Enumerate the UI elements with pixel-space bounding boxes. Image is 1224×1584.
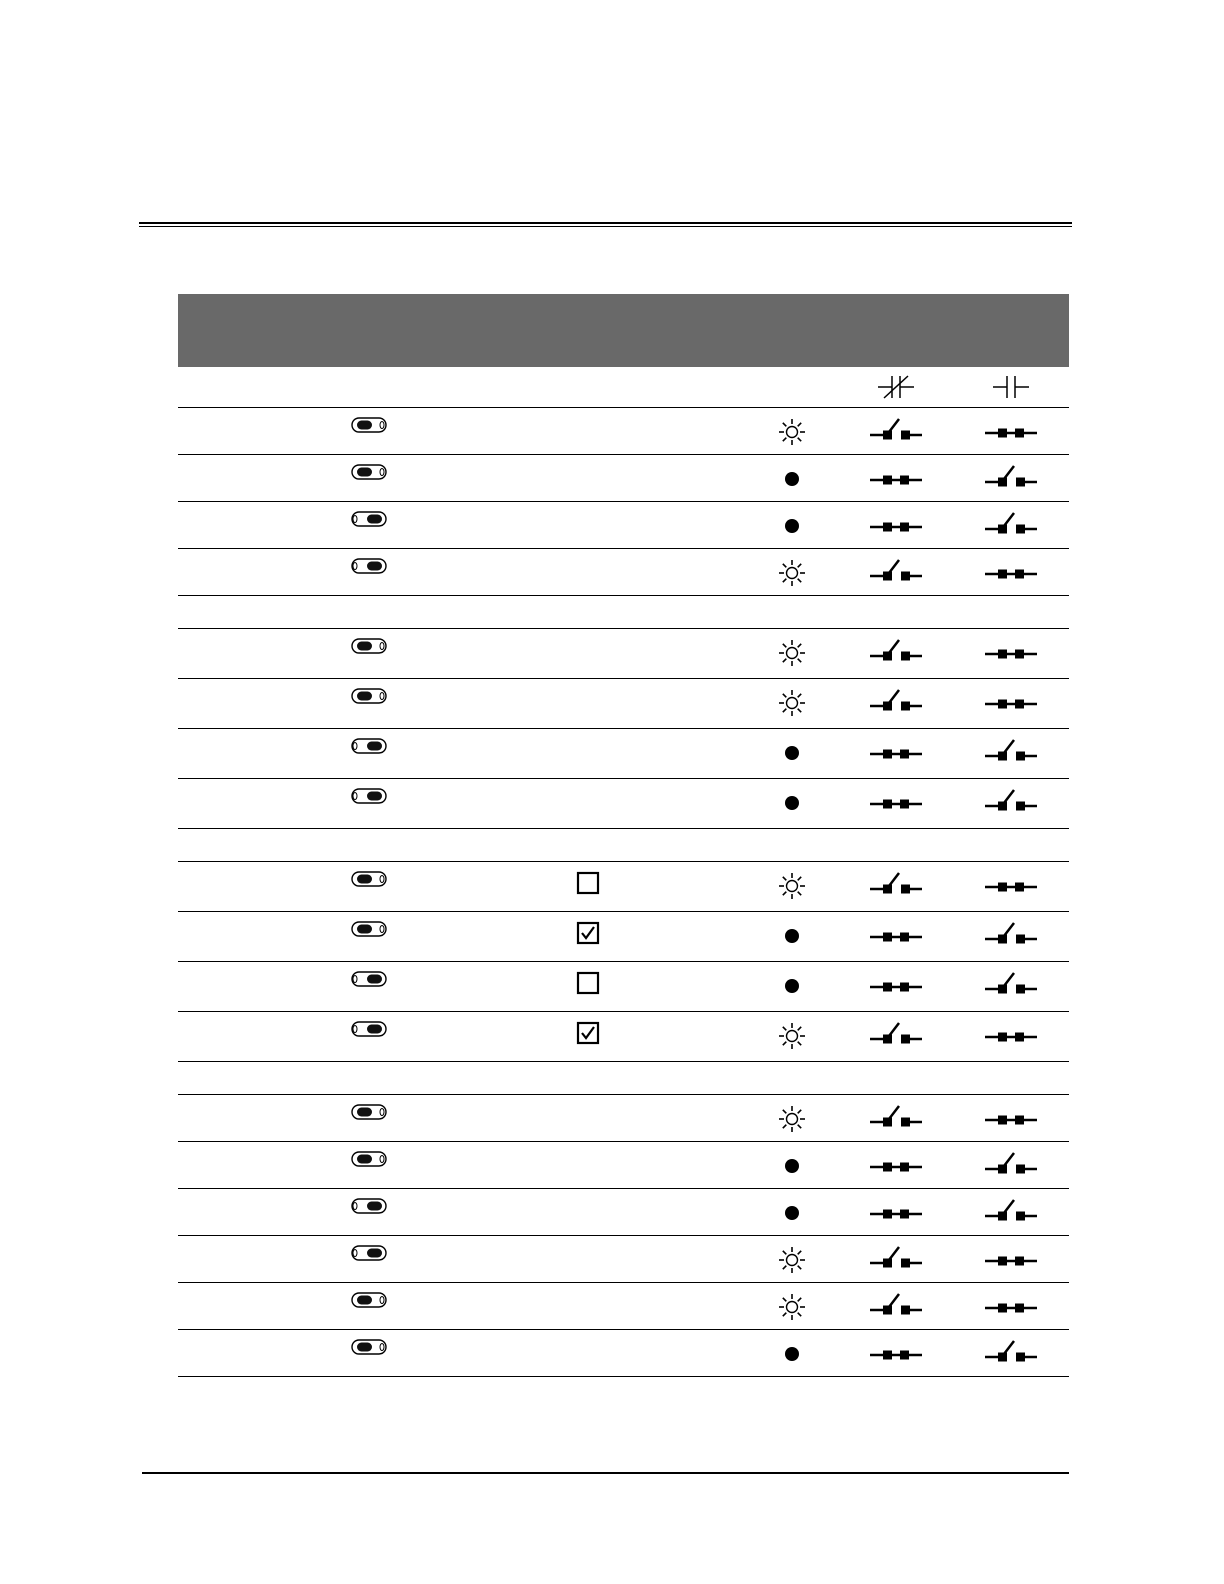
no-contact-closed-icon [981, 862, 1041, 911]
state-table [178, 367, 1069, 1377]
slide-switch-left-icon [338, 862, 400, 911]
no-contact-closed-icon [981, 408, 1041, 454]
no-contact-closed-icon [981, 629, 1041, 678]
nc-header-cell [866, 367, 926, 407]
table-row [178, 779, 1069, 829]
no-contact-open-icon [981, 779, 1041, 828]
nc-contact-open-icon [866, 1095, 926, 1141]
nc-contact-open-icon [866, 1236, 926, 1282]
slide-switch-right-icon [338, 1189, 400, 1235]
no-contact-open-icon [981, 455, 1041, 501]
nc-contact-closed-icon [866, 962, 926, 1011]
table-row [178, 729, 1069, 779]
led-off-icon [762, 502, 822, 548]
table-row [178, 1142, 1069, 1189]
no-contact-open-icon [981, 1142, 1041, 1188]
table-row [178, 912, 1069, 962]
no-contact-open-icon [981, 729, 1041, 778]
slide-switch-right-icon [338, 962, 400, 1011]
section-divider-row [178, 1062, 1069, 1095]
no-contact-closed-icon [981, 1236, 1041, 1282]
led-lit-icon [762, 862, 822, 911]
table-row [178, 408, 1069, 455]
section-divider-row [178, 596, 1069, 629]
nc-contact-closed-icon [866, 1142, 926, 1188]
table-row [178, 1236, 1069, 1283]
slide-switch-left-icon [338, 1095, 400, 1141]
slide-switch-left-icon [338, 629, 400, 678]
unchecked-box-icon [558, 962, 618, 1011]
led-lit-icon [762, 1283, 822, 1329]
table-row [178, 629, 1069, 679]
checked-box-icon [558, 912, 618, 961]
nc-contact-closed-icon [866, 729, 926, 778]
led-lit-icon [762, 549, 822, 595]
nc-contact-closed-icon [866, 1330, 926, 1376]
led-lit-icon [762, 1095, 822, 1141]
normally-open-contact-icon [991, 372, 1031, 402]
led-lit-icon [762, 629, 822, 678]
nc-contact-open-icon [866, 1283, 926, 1329]
slide-switch-left-icon [338, 1283, 400, 1329]
table-row [178, 1283, 1069, 1330]
nc-contact-closed-icon [866, 1189, 926, 1235]
slide-switch-left-icon [338, 912, 400, 961]
nc-contact-open-icon [866, 862, 926, 911]
nc-contact-open-icon [866, 629, 926, 678]
no-contact-open-icon [981, 962, 1041, 1011]
slide-switch-left-icon [338, 1142, 400, 1188]
no-contact-open-icon [981, 912, 1041, 961]
table-row [178, 1189, 1069, 1236]
nc-contact-open-icon [866, 679, 926, 728]
table-row [178, 1012, 1069, 1062]
checked-box-icon [558, 1012, 618, 1061]
led-off-icon [762, 455, 822, 501]
nc-contact-closed-icon [866, 502, 926, 548]
no-contact-closed-icon [981, 1012, 1041, 1061]
led-off-icon [762, 1142, 822, 1188]
nc-contact-open-icon [866, 408, 926, 454]
section-divider-row [178, 829, 1069, 862]
led-off-icon [762, 912, 822, 961]
no-contact-closed-icon [981, 679, 1041, 728]
top-rule-thin [139, 226, 1072, 227]
nc-contact-closed-icon [866, 455, 926, 501]
slide-switch-left-icon [338, 1330, 400, 1376]
slide-switch-left-icon [338, 455, 400, 501]
slide-switch-left-icon [338, 408, 400, 454]
table-row [178, 455, 1069, 502]
led-off-icon [762, 962, 822, 1011]
unchecked-box-icon [558, 862, 618, 911]
normally-closed-contact-icon [876, 372, 916, 402]
nc-contact-closed-icon [866, 912, 926, 961]
no-contact-open-icon [981, 502, 1041, 548]
table-row [178, 1330, 1069, 1377]
no-contact-closed-icon [981, 1095, 1041, 1141]
led-lit-icon [762, 1236, 822, 1282]
table-row [178, 679, 1069, 729]
table-row [178, 502, 1069, 549]
slide-switch-right-icon [338, 779, 400, 828]
no-contact-closed-icon [981, 549, 1041, 595]
no-contact-closed-icon [981, 1283, 1041, 1329]
slide-switch-right-icon [338, 1236, 400, 1282]
no-contact-open-icon [981, 1330, 1041, 1376]
no-header-cell [981, 367, 1041, 407]
slide-switch-right-icon [338, 549, 400, 595]
led-lit-icon [762, 1012, 822, 1061]
nc-contact-open-icon [866, 1012, 926, 1061]
slide-switch-left-icon [338, 679, 400, 728]
table-row [178, 549, 1069, 596]
led-lit-icon [762, 408, 822, 454]
no-contact-open-icon [981, 1189, 1041, 1235]
nc-contact-closed-icon [866, 779, 926, 828]
led-lit-icon [762, 679, 822, 728]
slide-switch-right-icon [338, 502, 400, 548]
led-off-icon [762, 729, 822, 778]
table-row [178, 1095, 1069, 1142]
table-row [178, 862, 1069, 912]
table-header-band [178, 294, 1069, 367]
nc-contact-open-icon [866, 549, 926, 595]
table-row [178, 962, 1069, 1012]
led-off-icon [762, 1330, 822, 1376]
symbol-header-row [178, 367, 1069, 408]
led-off-icon [762, 779, 822, 828]
bottom-rule [142, 1472, 1069, 1474]
slide-switch-right-icon [338, 1012, 400, 1061]
led-off-icon [762, 1189, 822, 1235]
slide-switch-right-icon [338, 729, 400, 778]
top-rule [139, 222, 1072, 224]
